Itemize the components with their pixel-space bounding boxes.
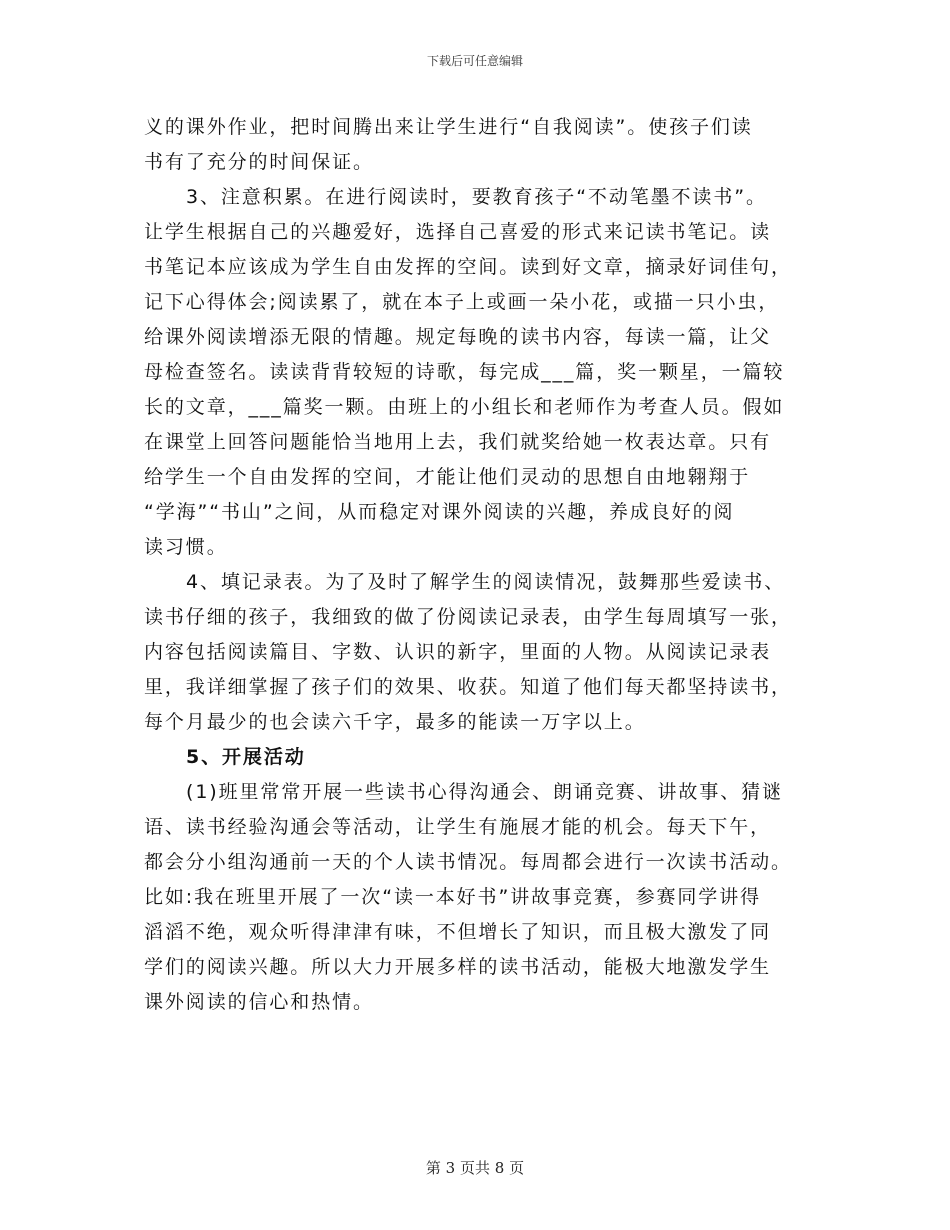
text-line: 在课堂上回答问题能恰当地用上去，我们就奖给她一枚表达章。只有 [144, 431, 772, 453]
text-line: 学们的阅读兴趣。所以大力开展多样的读书活动，能极大地激发学生 [144, 956, 772, 978]
paragraph-start-line: 4、填记录表。为了及时了解学生的阅读情况，鼓舞那些爱读书、 [186, 571, 786, 593]
text-line: 都会分小组沟通前一天的个人读书情况。每周都会进行一次读书活动。 [144, 851, 792, 873]
text-line: 内容包括阅读篇目、字数、认识的新字，里面的人物。从阅读记录表 [144, 641, 772, 663]
paragraph-start-line: 3、注意积累。在进行阅读时，要教育孩子“不动笔墨不读书”。 [186, 186, 767, 208]
text-line: 每个月最少的也会读六千字，最多的能读一万字以上。 [144, 711, 646, 733]
text-line: 书笔记本应该成为学生自由发挥的空间。读到好文章，摘录好词佳句， [144, 256, 792, 278]
text-line: 课外阅读的信心和热情。 [144, 991, 374, 1013]
page-header: 下载后可任意编辑 [426, 54, 523, 68]
text-line: 语、读书经验沟通会等活动，让学生有施展才能的机会。每天下午， [144, 816, 772, 838]
text-line: 给课外阅读增添无限的情趣。规定每晚的读书内容，每读一篇，让父 [144, 326, 772, 348]
text-line: 里，我详细掌握了孩子们的效果、收获。知道了他们每天都坚持读书， [144, 676, 792, 698]
text-line: 给学生一个自由发挥的空间，才能让他们灵动的思想自由地翱翔于 [144, 466, 751, 488]
text-line: 读书仔细的孩子，我细致的做了份阅读记录表，由学生每周填写一张， [144, 606, 792, 628]
text-line: 读习惯。 [144, 536, 228, 558]
text-line: 比如:我在班里开展了一次“读一本好书”讲故事竞赛，参赛同学讲得 [144, 886, 761, 908]
text-line: 长的文章，___篇奖一颗。由班上的小组长和老师作为考查人员。假如 [144, 396, 785, 418]
paragraph-start-line: (1)班里常常开展一些读书心得沟通会、朗诵竞赛、讲故事、猜谜 [186, 781, 783, 803]
page-number: 第 3 页共 8 页 [425, 1159, 525, 1177]
text-line: 书有了充分的时间保证。 [144, 151, 374, 173]
text-line: 滔滔不绝，观众听得津津有味，不但增长了知识，而且极大激发了同 [144, 921, 772, 943]
text-line: 义的课外作业，把时间腾出来让学生进行“自我阅读”。使孩子们读 [144, 116, 753, 138]
text-line: “学海”“书山”之间，从而稳定对课外阅读的兴趣，养成良好的阅 [144, 501, 735, 523]
text-line: 母检查签名。读读背背较短的诗歌，每完成___篇，奖一颗星，一篇较 [144, 361, 785, 383]
text-line: 让学生根据自己的兴趣爱好，选择自己喜爱的形式来记读书笔记。读 [144, 221, 772, 243]
text-line: 记下心得体会;阅读累了，就在本子上或画一朵小花，或描一只小虫， [144, 291, 780, 313]
section-heading: 5、开展活动 [186, 746, 306, 768]
document-body [144, 110, 806, 1020]
